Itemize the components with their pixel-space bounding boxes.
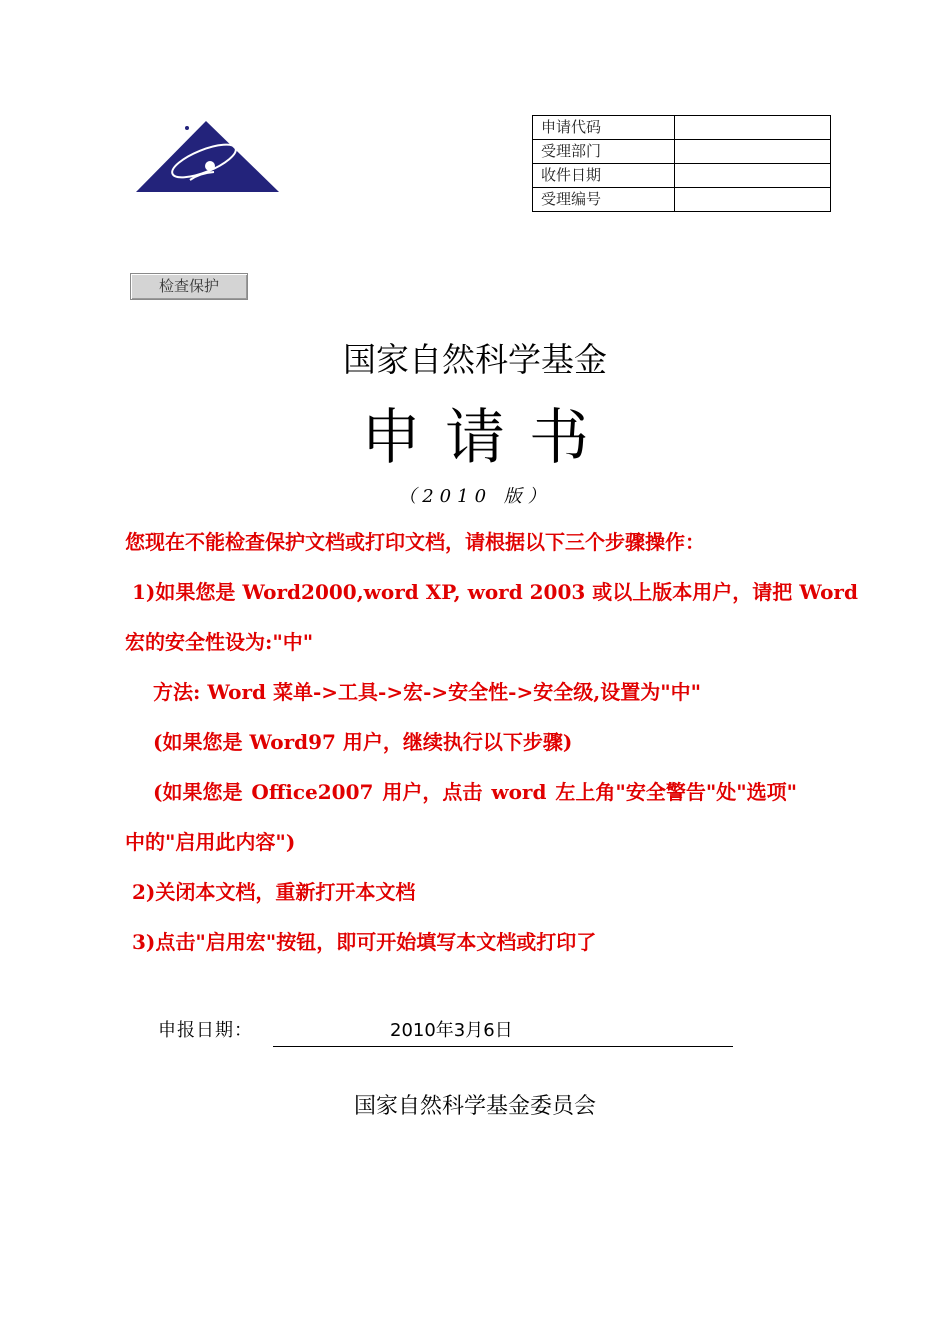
table-row bbox=[533, 188, 831, 212]
submission-date-field[interactable]: 2010年3月6日 bbox=[390, 1020, 513, 1041]
receipt-date-field[interactable] bbox=[675, 164, 831, 188]
receiving-department-label: 受理部门 bbox=[533, 140, 675, 164]
application-code-field[interactable] bbox=[675, 116, 831, 140]
instructions-heading: 您现在不能检查保护文档或打印文档，请根据以下三个步骤操作： bbox=[125, 530, 705, 554]
committee-name: 国家自然科学基金委员会 bbox=[353, 1094, 596, 1119]
acceptance-number-field[interactable] bbox=[675, 188, 831, 212]
step-3-text: 3)点击"启用宏"按钮，即可开始填写本文档或打印了 bbox=[132, 930, 597, 954]
nsfc-logo bbox=[130, 118, 282, 198]
logo-star bbox=[185, 126, 189, 130]
check-protection-button[interactable]: 检查保护 bbox=[130, 273, 248, 300]
application-info-table bbox=[532, 115, 831, 212]
step-2-text: 2)关闭本文档，重新打开本文档 bbox=[132, 880, 416, 904]
receiving-department-field[interactable] bbox=[675, 140, 831, 164]
logo-dot bbox=[205, 161, 215, 171]
document-title: 申请书 bbox=[361, 403, 613, 473]
office2007-note: (如果您是 Office2007 用户，点击 word 左上角"安全警告"处"选项" bbox=[153, 780, 798, 804]
logo-triangle bbox=[136, 121, 279, 192]
table-row bbox=[533, 116, 831, 140]
org-title: 国家自然科学基金 bbox=[343, 340, 607, 379]
submission-date-label: 申报日期： bbox=[158, 1020, 253, 1041]
table-row bbox=[533, 164, 831, 188]
word97-note: (如果您是 Word97 用户，继续执行以下步骤) bbox=[153, 730, 573, 754]
application-code-label: 申请代码 bbox=[533, 116, 675, 140]
table-row bbox=[533, 140, 831, 164]
step-1-text-continued: 宏的安全性设为:"中" bbox=[125, 630, 314, 654]
date-underline bbox=[273, 1046, 733, 1047]
method-text: 方法: Word 菜单->工具->宏->安全性->安全级,设置为"中" bbox=[153, 680, 702, 704]
acceptance-number-label: 受理编号 bbox=[533, 188, 675, 212]
step-1-text: 1)如果您是 Word2000,word XP, word 2003 或以上版本用户，请把 Word bbox=[132, 580, 858, 604]
version-label: （2010 版） bbox=[398, 486, 552, 507]
office2007-note-continued: 中的"启用此内容") bbox=[125, 830, 296, 854]
receipt-date-label: 收件日期 bbox=[533, 164, 675, 188]
